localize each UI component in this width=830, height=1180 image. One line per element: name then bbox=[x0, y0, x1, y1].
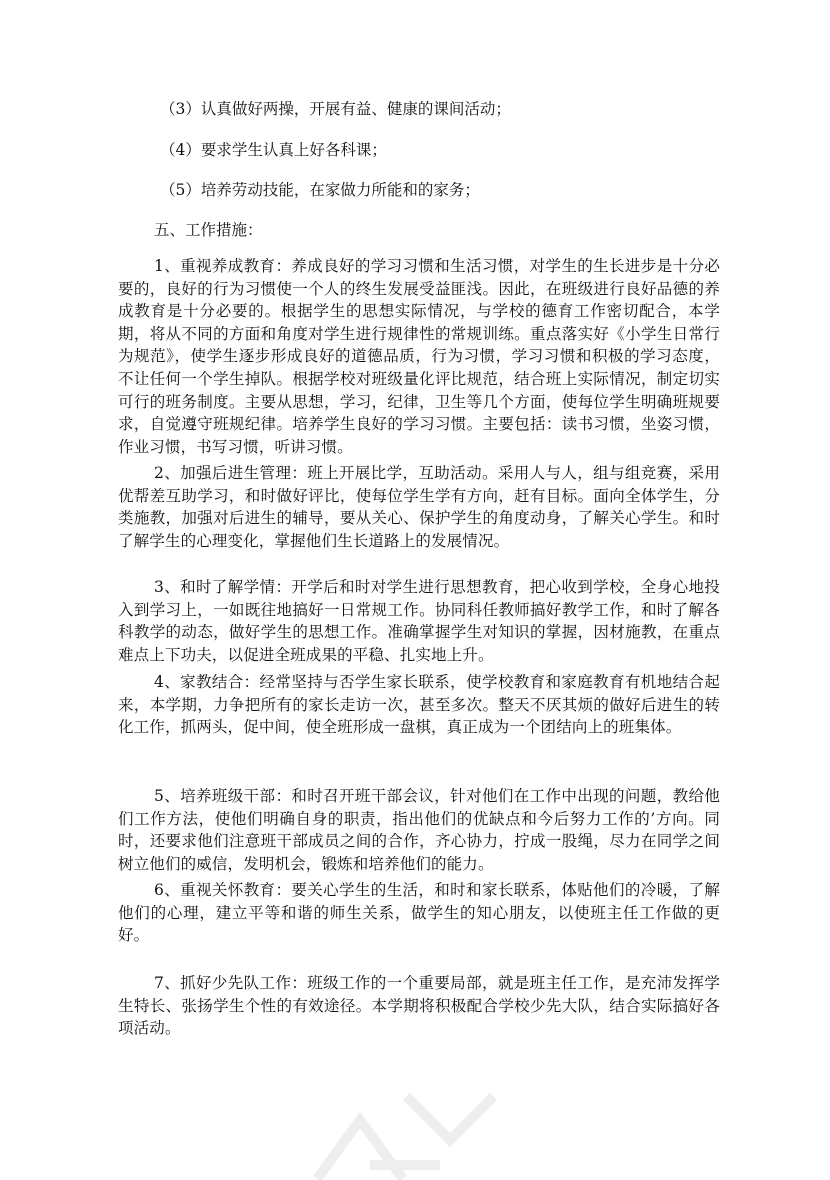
list-item: （3）认真做好两操，开展有益、健康的课间活动； bbox=[160, 100, 511, 118]
paragraph-6: 6、重视关怀教育：要关心学生的生活，和时和家长联系，体贴他们的冷暖，了解他们的心理，建立平等和谐的师生关系，做学生的知心朋友，以使班主任工作做的更好。 bbox=[118, 881, 720, 945]
list-item: （4）要求学生认真上好各科课； bbox=[160, 141, 387, 159]
paragraph-5: 5、培养班级干部：和时召开班干部会议，针对他们在工作中出现的问题，教给他们工作方法，使他们明确自身的职责，指出他们的优缺点和今后努力工作的’方向。同时，还要求他们注意班干部成员之间的合作，齐心协力，拧成一股绳，尽力在同学之间树立他们的威信，发明机会，锻炼和培养他们的能力。 bbox=[118, 787, 720, 873]
list-item: （5）培养劳动技能，在家做力所能和的家务； bbox=[160, 181, 480, 199]
watermark-graphic bbox=[300, 1080, 500, 1180]
paragraph-2: 2、加强后进生管理：班上开展比学，互助活动。采用人与人，组与组竞赛，采用优帮差互助学习，和时做好评比，使每位学生学有方向，赶有目标。面向全体学生，分类施教，加强对后进生的辅导，要从关心、保护学生的角度动身，了解关心学生。和时了解学生的心理变化，掌握他们生长道路上的发展情况。 bbox=[118, 464, 720, 550]
paragraph-7: 7、抓好少先队工作：班级工作的一个重要局部，就是班主任工作，是充沛发挥学生特长、张扬学生个性的有效途径。本学期将积极配合学校少先大队，结合实际搞好各项活动。 bbox=[118, 974, 720, 1038]
paragraph-4: 4、家教结合：经常坚持与否学生家长联系，使学校教育和家庭教育有机地结合起来，本学期，力争把所有的家长走访一次，甚至多次。整天不厌其烦的做好后进生的转化工作，抓两头，促中间，使全班形成一盘棋，真正成为一个团结向上的班集体。 bbox=[118, 673, 720, 737]
paragraph-1: 1、重视养成教育：养成良好的学习习惯和生活习惯，对学生的生长进步是十分必要的，良好的行为习惯使一个人的终生发展受益匪浅。因此，在班级进行良好品德的养成教育是十分必要的。根据学生的思想实际情况，与学校的德育工作密切配合，本学期，将从不同的方面和角度对学生进行规律性的常规训练。重点落实好《小学生日常行为规范》，使学生逐步形成良好的道德品质，行为习惯，学习习惯和积极的学习态度，不让任何一个学生掉队。根据学校对班级量化评比规范，结合班上实际情况，制定切实可行的班务制度。主要从思想，学习，纪律，卫生等几个方面，使每位学生明确班规要求，自觉遵守班规纪律。培养学生良好的学习习惯。主要包括：读书习惯，坐姿习惯，作业习惯，书写习惯，听讲习惯。 bbox=[118, 257, 720, 456]
paragraph-3: 3、和时了解学情：开学后和时对学生进行思想教育，把心收到学校，全身心地投入到学习上，一如既往地搞好一日常规工作。协同科任教师搞好教学工作，和时了解各科教学的动态，做好学生的思想工作。准确掌握学生对知识的掌握，因材施教，在重点难点上下功夫，以促进全班成果的平稳、扎实地上升。 bbox=[118, 578, 720, 664]
section-heading: 五、工作措施： bbox=[154, 221, 263, 239]
